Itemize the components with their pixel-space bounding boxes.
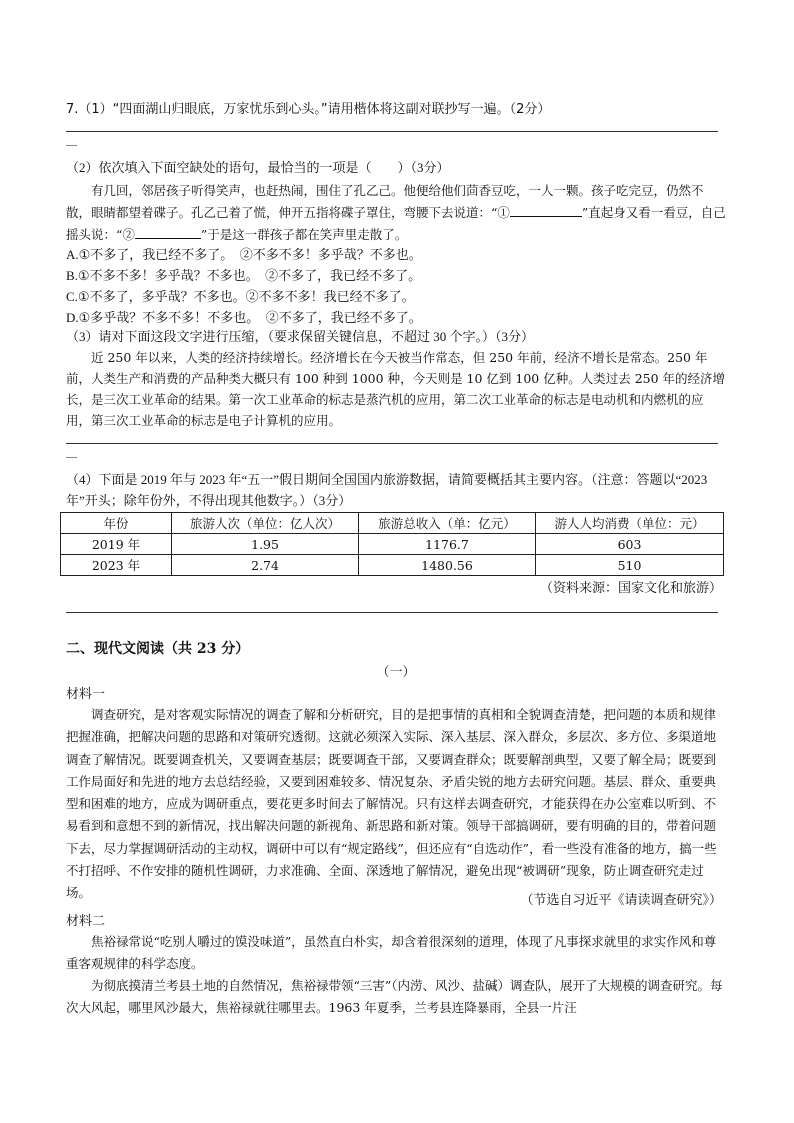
answer-line-dash: — [66,139,77,151]
material-2-paragraph-2: 为彻底摸清兰考县土地的自然情况，焦裕禄带领“三害”（内涝、风沙、盐碱）调查队，展开了大规模的调查研究。每次大风起，哪里风沙最大，焦裕禄就往哪里去。1963 年夏季，兰考县连降暴雨，全县一片汪 [66,978,723,1015]
q7-part2-options [66,244,726,328]
blank-1 [510,204,582,217]
passage-text-b: ”直起身又看一看豆，自己摇头说：“② [66,205,726,242]
q7-part3-passage: 近 250 年以来，人类的经济持续增长。经济增长在今天被当作常态，但 250 年前，经济不增长是常态。250 年前，人类生产和消费的产品种类大概只有 100 种到 1000 种，今天则是 10 亿到 100 亿种。人类过去 250 年的经济增长，是三次工业革命的结果。第一次工业革命的标志是蒸汽机的应用，第二次工业革命的标志是电动机和内燃机的应用，第三次工业革命的标志是电子计算机的应用。 [66,350,726,428]
table-cell: 1.95 [172,534,359,555]
option-b: B.①不多不多！多乎哉？不多也。 ②不多了，我已经不多了。 [66,268,422,283]
table-cell: 1176.7 [359,534,536,555]
answer-line-1 [66,131,718,132]
material-2-label: 材料二 [66,913,106,928]
table-cell: 603 [536,534,724,555]
table-header: 旅游总收入（单：亿元） [359,513,536,534]
table-source-note: （资料来源：国家文化和旅游） [539,580,722,595]
table-cell: 2019 年 [61,534,172,555]
blank-2 [135,226,201,239]
q7-part2-stem: （2）依次填入下面空缺处的语句，最恰当的一项是（ ）（3分） [66,160,450,175]
table-cell: 2.74 [172,555,359,576]
table-cell: 2023 年 [61,555,172,576]
passage-text-c: ”于是这一群孩子都在笑声里走散了。 [200,227,408,242]
table-row [61,534,724,555]
part-label: （一） [376,664,416,679]
table-cell: 1480.56 [359,555,536,576]
q7-part2-passage [66,180,726,246]
answer-line-4 [66,612,718,613]
option-a: A.①不多了，我已经不多了。 ②不多不多！多乎哉？不多也。 [66,247,422,262]
answer-line-dash: — [66,451,77,463]
passage-text-a: 有几回，邻居孩子听得笑声，也赶热闹，围住了孔乙己。他便给他们茴香豆吃，一人一颗。孩子吃完豆，仍然不散，眼睛都望着碟子。孔乙己着了慌，伸开五指将碟子罩住，弯腰下去说道：“① [66,183,704,220]
table-cell: 510 [536,555,724,576]
table-header: 游人人均消费（单位：元） [536,513,724,534]
answer-line-3 [66,443,718,444]
q7-part1-stem: 7.（1）“四面湖山归眼底，万家忧乐到心头。”请用楷体将这副对联抄写一遍。（2分） [66,102,551,117]
table-header: 年份 [61,513,172,534]
option-d: D.①多乎哉？不多不多！不多也。 ②不多了，我已经不多了。 [66,310,422,325]
table-header: 旅游人次（单位：亿人次） [172,513,359,534]
q7-part4-stem: （4）下面是 2019 年与 2023 年“五一”假日期间全国国内旅游数据，请简要概括其主要内容。（注意：答题以“2023 年”开头；除年份外，不得出现其他数字。）（3分） [66,472,708,508]
option-c: C.①不多了，多乎哉？不多也。②不多不多！我已经不多了。 [66,289,415,304]
material-1-label: 材料一 [66,686,106,701]
material-1-text: 调查研究，是对客观实际情况的调查了解和分析研究，目的是把事情的真相和全貌调查清楚，把问题的本质和规律把握准确，把解决问题的思路和对策研究透彻。这就必须深入实际、深入基层、深入群众，多层次、多方位、多渠道地调查了解情况。既要调查机关，又要调查基层；既要调查干部，又要调查群众；既要解剖典型，又要了解全局；既要到工作局面好和先进的地方去总结经验，又要到困难较多、情况复杂、矛盾尖锐的地方去研究问题。基层、群众、重要典型和困难的地方，应成为调研重点，要花更多时间去了解情况。只有这样去调查研究，才能获得在办公室难以听到、不易看到和意想不到的新情况，找出解决问题的新视角、新思路和新对策。领导干部搞调研，要有明确的目的，带着问题下去，尽力掌握调研活动的主动权，调研中可以有“规定路线”，但还应有“自选动作”，看一些没有准备的地方，搞一些不打招呼、不作安排的随机性调研，力求准确、全面、深透地了解情况，避免出现“被调研”现象，防止调查研究走过场。 [66,707,717,901]
material-2-paragraph-1: 焦裕禄常说“吃别人嚼过的馍没味道”，虽然直白朴实，却含着很深刻的道理，体现了凡事探求就里的求实作风和尊重客观规律的科学态度。 [66,934,717,971]
tourism-data-table [60,512,724,576]
section-heading: 二、现代文阅读（共 23 分） [66,641,250,657]
material-1-source: （节选自习近平《请读调查研究》） [520,892,722,907]
q7-part3-stem: （3）请对下面这段文字进行压缩，（要求保留关键信息，不超过 30 个字。）（3分） [66,329,535,344]
table-row [61,555,724,576]
table-header-row [61,513,724,534]
